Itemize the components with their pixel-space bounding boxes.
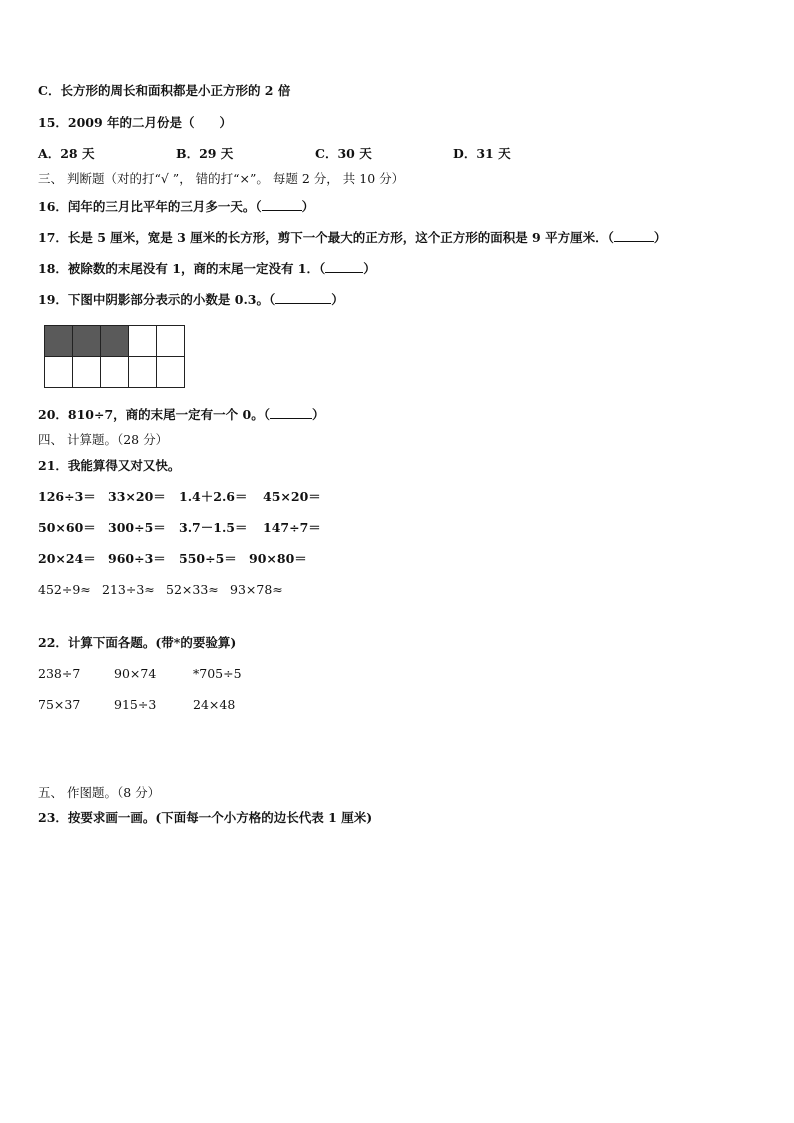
grid-cell (128, 356, 157, 388)
section5-title: 五、 作图题。（8 分） (38, 785, 161, 800)
q15-stem: 15．2009 年的二月份是（ ） (38, 115, 233, 130)
grid-cell (44, 356, 73, 388)
grid-cell (128, 325, 157, 357)
grid-cell (156, 356, 185, 388)
grid-cell (156, 325, 185, 357)
q16-answer-blank[interactable] (262, 198, 302, 211)
q21-item: 90×80＝ (249, 551, 307, 566)
q21-item: 126÷3＝ (38, 489, 96, 504)
q21-item: 213÷3≈ (102, 582, 155, 597)
q18 (38, 260, 376, 277)
q21-item: 20×24＝ (38, 551, 96, 566)
q16 (38, 198, 314, 215)
q21-item: 33×20＝ (108, 489, 166, 504)
q22-item: 90×74 (114, 666, 157, 681)
q21-item: 3.7－1.5＝ (179, 520, 248, 535)
q19 (38, 291, 344, 308)
q21-item: 1.4＋2.6＝ (179, 489, 248, 504)
q20-answer-blank[interactable] (270, 406, 312, 419)
grid-cell (100, 356, 129, 388)
q19-close: ） (331, 292, 344, 307)
q21-item: 45×20＝ (263, 489, 321, 504)
q21-item: 50×60＝ (38, 520, 96, 535)
q22-title: 22．计算下面各题。(带*的要验算) (38, 635, 237, 650)
q19-grid-figure (44, 325, 185, 388)
q17-answer-blank[interactable] (614, 229, 654, 242)
q21-item: 452÷9≈ (38, 582, 91, 597)
q15-option-d[interactable]: D．31 天 (453, 146, 511, 161)
q20 (38, 406, 324, 423)
q21-item: 52×33≈ (166, 582, 219, 597)
q21-title: 21．我能算得又对又快。 (38, 458, 181, 473)
q20-text: 20．810÷7，商的末尾一定有一个 0。（ (38, 407, 270, 422)
q15-option-b[interactable]: B．29 天 (176, 146, 234, 161)
grid-cell-shaded (100, 325, 129, 357)
grid-cell-shaded (44, 325, 73, 357)
q16-text: 16．闰年的三月比平年的三月多一天。（ (38, 199, 262, 214)
q22-item: *705÷5 (193, 666, 242, 681)
q22-item: 75×37 (38, 697, 81, 712)
q17-text: 17．长是 5 厘米，宽是 3 厘米的长方形，剪下一个最大的正方形，这个正方形的面积是 9 平方厘米．（ (38, 230, 614, 245)
q21-item: 300÷5＝ (108, 520, 166, 535)
q23-text: 23．按要求画一画。(下面每一个小方格的边长代表 1 厘米) (38, 810, 373, 825)
q14-option-c: C．长方形的周长和面积都是小正方形的 2 倍 (38, 83, 291, 98)
q16-close: ） (301, 199, 315, 214)
grid-cell (72, 356, 101, 388)
q18-close: ） (363, 261, 376, 276)
q21-item: 960÷3＝ (108, 551, 166, 566)
q15-option-a[interactable]: A．28 天 (38, 146, 95, 161)
grid-cell-shaded (72, 325, 101, 357)
q21-item: 93×78≈ (230, 582, 283, 597)
q17 (38, 229, 666, 246)
q19-text: 19．下图中阴影部分表示的小数是 0.3。（ (38, 292, 276, 307)
q18-text: 18．被除数的末尾没有 1，商的末尾一定没有 1．（ (38, 261, 326, 276)
q17-close: ） (653, 230, 667, 245)
q21-item: 147÷7＝ (263, 520, 321, 535)
section3-title: 三、 判断题（对的打“√ ”， 错的打“×”。 每题 2 分， 共 10 分） (38, 171, 405, 186)
q22-item: 238÷7 (38, 666, 81, 681)
q21-item: 550÷5＝ (179, 551, 237, 566)
q18-answer-blank[interactable] (325, 260, 363, 273)
q20-close: ） (311, 407, 325, 422)
q22-item: 915÷3 (114, 697, 157, 712)
q15-option-c[interactable]: C．30 天 (315, 146, 372, 161)
q22-item: 24×48 (193, 697, 236, 712)
section4-title: 四、 计算题。（28 分） (38, 432, 169, 447)
q19-answer-blank[interactable] (275, 291, 331, 304)
